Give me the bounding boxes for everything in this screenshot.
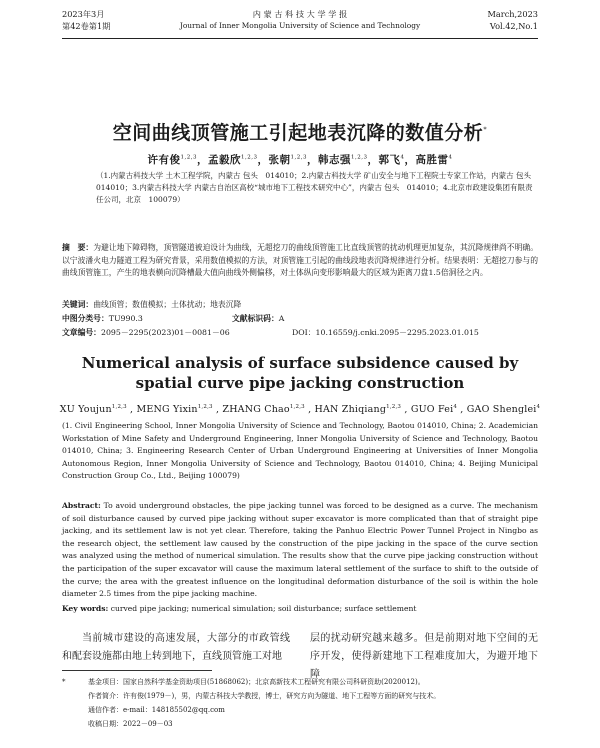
class-number: TU990.3 <box>108 314 143 323</box>
author: 高胜雷$^4$ <box>415 154 453 166</box>
footnote-rule <box>62 670 212 671</box>
journal-name-en: Journal of Inner Mongolia University of Science and Technology <box>179 21 421 30</box>
author: MENG Yixin$^{1,2,3}$ , <box>136 404 223 416</box>
chinese-title-text: 空间曲线顶管施工引起地表沉降的数值分析 <box>112 122 484 144</box>
english-title-line2: spatial curve pipe jacking construction <box>135 374 465 392</box>
header-date: 2023年3月 <box>62 9 105 19</box>
english-affiliations: (1. Civil Engineering School, Inner Mongolia University of Science and Technology, Baotou 014010, China; 2. Academician Workstation of Mine Safety and Underground Engineering, Inner Mongolia University of Science and Technology, Baotou 014010, China; 3. Engineering Research Center of Urban Underground Engineering at Universities of Inner Mongolia Autonomous Region, Inner Mongolia University of Science and Technology, Baotou 014010, China; 4. Beijing Municipal Construction Group Co., Ltd., Beijing 100079) <box>62 421 538 480</box>
author: GAO Shenglei$^4$ <box>466 404 541 416</box>
english-abstract-label: Abstract: <box>62 501 101 510</box>
chinese-abstract-label: 摘 要： <box>62 243 94 252</box>
author: 郭飞$^4$， <box>378 154 416 166</box>
chinese-keywords-label: 关键词： <box>62 300 94 309</box>
author: 孟毅欣$^{1,2,3}$， <box>208 154 269 166</box>
chinese-keywords-text: 曲线顶管；数值模拟；土体扰动；地表沉降 <box>93 300 242 309</box>
english-keywords-text: curved pipe jacking; numerical simulation; soil disturbance; surface settlement <box>110 604 417 613</box>
english-abstract-text: To avoid underground obstacles, the pipe jacking tunnel was forced to be designed as a curve. The mechanism of soil disturbance caused by curved pipe jacking without super excavator is more complicated than that of straight pipe jacking, and its settlement law is not yet clear. Therefore, taking the Panhuo Electric Power Tunnel Project in Ningbo as the research object, the settlement law caused by the construction of the pipe jacking in the space of the curve section was analyzed using the method of numerical simulation. The results show that the curve pipe jacking construction without the participation of the super excavator will cause the maximum lateral settlement of the surface to shift to the outside of the curve; the area with the greatest influence on the longitudinal deformation disturbance of the soil is within the hole diameter 2.5 times from the pipe jacking machine. <box>62 501 538 599</box>
header-right <box>488 8 538 32</box>
english-authors <box>40 404 560 415</box>
body-text-right-column: 层的扰动研究越来越多。但是前期对地下空间的无序开发，使得新建地下工程难度加大，为避开地下障 <box>310 633 538 680</box>
author: 许有俊$^{1,2,3}$， <box>147 154 208 166</box>
chinese-abstract-text: 为避让地下障碍物，顶管隧道被迫设计为曲线，无超挖刀的曲线顶管施工比直线顶管的扰动机理更加复杂，其沉降规律尚不明确。以宁波潘火电力隧道工程为研究背景，采用数值模拟的方法，对顶管施工引起的曲线段地表沉降规律进行分析。结果表明：无超挖刀参与的曲线顶管施工，产生的地表横向沉降槽最大值向曲线外侧偏移，对土体纵向变形影响最大的区域为距离刀盘1.5倍洞径之内。 <box>62 243 538 277</box>
title-footnote-mark: * <box>483 125 488 134</box>
author: ZHANG Chao$^{1,2,3}$ , <box>222 404 315 416</box>
english-title <box>40 353 560 393</box>
paper-page: 2023年3月 第42卷第1期 内 蒙 古 科 技 大 学 学 报 Journal of Inner Mongolia University of Science and Technology March,2023 Vol.42,No.1 空间曲线顶管施工引起地表沉降的数值分析* 许有俊$^{1,2,3}$，孟毅欣$^{1,2,3}$，张朝$^{1,2,3}$，韩志强$^{1,2,3}$，郭飞$^4$，高胜雷$^4$ （1.内蒙古科技大学 土木工程学院，内蒙古 包头 014010；2.内蒙古科技大学 矿山安全与地下工程院士专家工作站，内蒙古 包头 014010；3.内蒙古科技大学 内蒙古自治区高校“城市地下工程技术研究中心”，内蒙古 包头 014010；4.北京市政建设集团有限责任公司，北京 100079） 摘 要：为避让地下障碍物，顶管隧道被迫设计为曲线，无超挖刀的曲线顶管施工比直线顶管的扰动机理更加复杂，其沉降规律尚不明确。以宁波潘火电力隧道工程为研究背景，采用数值模拟的方法，对顶管施工引起的曲线段地表沉降规律进行分析。结果表明：无超挖刀参与的曲线顶管施工，产生的地表横向沉降槽最大值向曲线外侧偏移，对土体纵向变形影响最大的区域为距离刀盘1.5倍洞径之内。 关键词：曲线顶管；数值模拟；土体扰动；地表沉降 中图分类号：TU990.3 文献标识码：A 文章编号：2095－2295(2023)01－0081－06 DOI：10.16559/j.cnki.2095－2295.2023.01.015 Numerical analysis of surface subsidence caused by spatial curve pipe jacking construction XU Youjun$^{1,2,3}$ , MENG Yixin$^{1,2,3}$ , ZHANG Chao$^{1,2,3}$ , HAN Zhiqiang$^{1,2,3}$ , GUO Fei$^4$ , GAO Shenglei$^4$ (1. Civil Engineering School, Inner Mongolia University of Science and Technology, Baotou 014010, China; 2. Academician Workstation of Mine Safety and Underground Engineering, Inner Mongolia University of Science and Technology, Baotou 014010, China; 3. Engineering Research Center of Urban Underground Engineering at Universities of Inner Mongolia Autonomous Region, Inner Mongolia University of Science and Technology, Baotou 014010, China; 4. Beijing Municipal Construction Group Co., Ltd., Beijing 100079) Abstract: To avoid underground obstacles, the pipe jacking tunnel was forced to be designed as a curve. The mechanism of soil disturbance caused by curved pipe jacking without super excavator is more complicated than that of straight pipe jacking, and its settlement law is not yet clear. Therefore, taking the Panhuo Electric Power Tunnel Project in Ningbo as the research object, the settlement law caused by the construction of the pipe jacking in the space of the curve section was analyzed using the method of numerical simulation. The results show that the curve pipe jacking construction without the participation of the super excavator will cause the maximum lateral settlement of the surface to shift to the outside of the curve; the area with the greatest influence on the longitudinal deformation disturbance of the soil is within the hole diameter 2.5 times from the pipe jacking machine. Key words: curved pipe jacking; numerical simulation; soil disturbance; surface settlement 当前城市建设的高速发展，大部分的市政管线和配套设施都由地上转到地下，直线顶管施工对地 层的扰动研究越来越多。但是前期对地下空间的无序开发，使得新建地下工程难度加大，为避开地下障 * 基金项目：国家自然科学基金资助项目(51868062)；北京高新技术工程研究有限公司科研资助(2020012)。 作者简介：许有俊(1979－)，男，内蒙古科技大学教授，博士，研究方向为隧道、地下工程等方面的研究与技术。 通信作者：e-mail：148185502@qq.com 收稿日期：2022－09－03 <box>0 0 600 748</box>
author: 韩志强$^{1,2,3}$， <box>318 154 379 166</box>
body-text-left-column: 当前城市建设的高速发展，大部分的市政管线和配套设施都由地上转到地下，直线顶管施工对地 <box>62 633 290 662</box>
author: 张朝$^{1,2,3}$， <box>268 154 318 166</box>
header-rule <box>62 38 538 39</box>
class-number-label: 中图分类号： <box>62 314 109 323</box>
article-number-line <box>62 327 538 338</box>
classification-line <box>62 313 538 324</box>
chinese-title <box>40 118 560 145</box>
journal-name-cn: 内 蒙 古 科 技 大 学 学 报 <box>252 9 348 19</box>
article-number: 2095－2295(2023)01－0081－06 <box>100 328 230 337</box>
header-volume-cn: 第42卷第1期 <box>62 21 111 31</box>
author: GUO Fei$^4$ , <box>410 404 467 416</box>
chinese-affiliations: （1.内蒙古科技大学 土木工程学院，内蒙古 包头 014010；2.内蒙古科技大学 矿山安全与地下工程院士专家工作站，内蒙古 包头 014010；3.内蒙古科技大学 内蒙古自治区高校“城市地下工程技术研究中心”，内蒙古 包头 014010；4.北京市政建设集团有限责任公司，北京 100079） <box>96 171 539 204</box>
chinese-abstract <box>62 242 538 280</box>
english-keywords-label: Key words: <box>62 604 109 613</box>
author: HAN Zhiqiang$^{1,2,3}$ , <box>314 404 411 416</box>
running-header <box>62 8 538 38</box>
chinese-authors <box>40 152 560 167</box>
english-keywords <box>62 604 538 613</box>
english-title-line1: Numerical analysis of surface subsidence caused by <box>81 354 519 372</box>
chinese-keywords <box>62 299 538 310</box>
header-volume-en: Vol.42,No.1 <box>489 21 538 31</box>
article-number-label: 文章编号： <box>62 328 101 337</box>
english-abstract <box>62 500 538 601</box>
author: XU Youjun$^{1,2,3}$ , <box>59 404 137 416</box>
header-month-en: March,2023 <box>487 9 538 19</box>
document-code: 文献标识码：A <box>232 314 285 323</box>
doi: DOI：10.16559/j.cnki.2095－2295.2023.01.015 <box>292 328 479 337</box>
header-center <box>62 8 538 32</box>
